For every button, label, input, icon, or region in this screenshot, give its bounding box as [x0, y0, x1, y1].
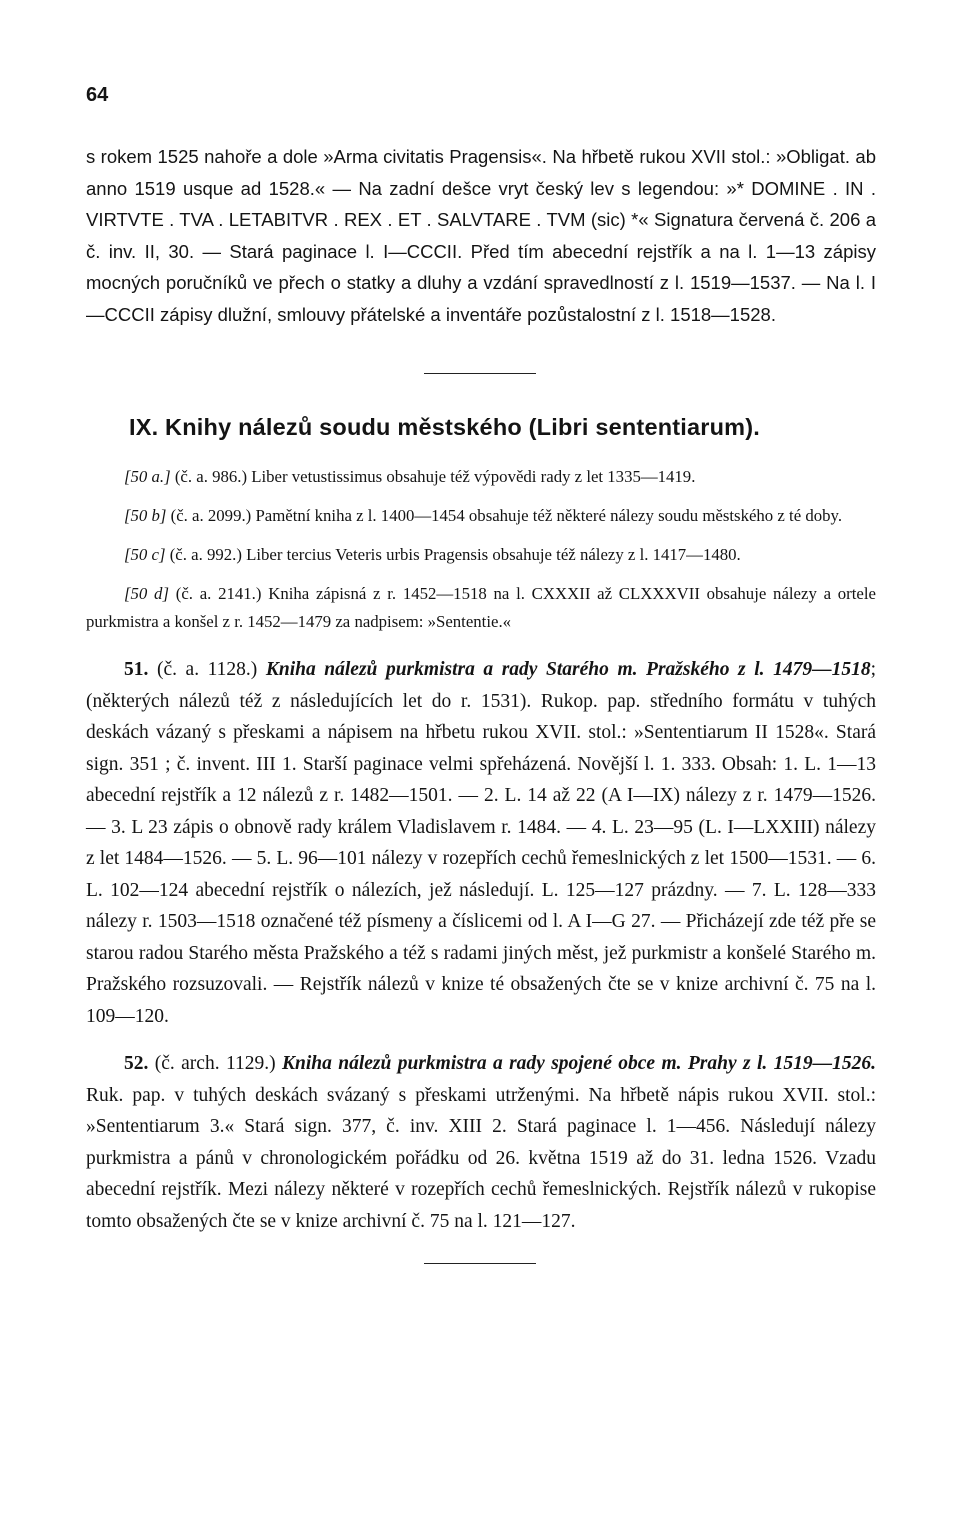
entry-50b	[86, 502, 876, 530]
entry-ref: [50 b]	[124, 506, 167, 525]
entry-text: (č. a. 2099.) Pamětní kniha z l. 1400—1454 obsahuje též některé nálezy soudu městského z té doby.	[166, 506, 843, 525]
entry-50c	[86, 541, 876, 569]
entry-title: Kniha nálezů purkmistra a rady spojené obce m. Prahy z l. 1519—1526.	[282, 1053, 877, 1074]
entry-signature: (č. arch. 1129.)	[148, 1053, 282, 1074]
entry-text: ; (některých nálezů též z následujících let do r. 1531). Rukop. pap. středního formátu v tuhých deskách vázaný s přeskami a nápisem na hřbetu rukou XVII. stol.: »Sententiarum II 1528«. Stará sign. 351 ; č. invent. III 1. Starší paginace velmi spřeházená. Novější l. 1. 333. Obsah: 1. L. 1—13 abecední rejstřík a 12 nálezů z r. 1482—1501. — 2. L. 14 až 22 (A I—IX) nálezy z r. 1479—1526. — 3. L 23 zápis o obnově rady králem Vladislavem r. 1484. — 4. L. 23—95 (L. I—LXXIII) nálezy z let 1484—1526. — 5. L. 96—101 nálezy v rozepřích cechů řemeslnických z let 1500—1531. — 6. L. 102—124 abecední rejstřík o nálezích, jež následují. L. 125—127 prázdny. — 7. L. 128—333 nálezy r. 1503—1518 označené též písmeny a číslicemi od l. A I—G 27. — Přicházejí zde též pře se starou radou Starého města Pražského a též s radami jiných měst, jež purkmistr a konšelé Starého m. Pražského rozsuzovali. — Rejstřík nálezů v knize té obsažených čte se v knize archivní č. 75 na l. 109—120.	[86, 659, 876, 1027]
entry-signature: (č. a. 1128.)	[148, 659, 266, 680]
entry-title: Kniha nálezů purkmistra a rady Starého m. Pražského z l. 1479—1518	[265, 659, 871, 680]
entries-small	[86, 463, 876, 636]
entry-51	[86, 654, 876, 1032]
entry-50d	[86, 580, 876, 636]
intro-paragraph: s rokem 1525 nahoře a dole »Arma civitatis Pragensis«. Na hřbetě rukou XVII stol.: »Obligat. ab anno 1519 usque ad 1528.« — Na zadní dešce vryt český lev s legendou: »* DOMINE . IN . VIRTVTE . TVA . LETABITVR . REX . ET . SALVTARE . TVM (sic) *« Signatura červená č. 206 a č. inv. II, 30. — Stará paginace l. I—CCCII. Před tím abecední rejstřík a na l. 1—13 zápisy mocných poručníků ve přech o statky a dluhy a vzdání spravedlností z l. 1519—1537. — Na l. I—CCCII zápisy dlužní, smlouvy přátelské a inventáře pozůstalostní z l. 1518—1528.	[86, 146, 876, 325]
entry-number: 52.	[124, 1053, 149, 1074]
entry-50a	[86, 463, 876, 491]
document-page	[86, 84, 876, 1264]
entry-ref: [50 d]	[124, 584, 169, 603]
section-heading: IX. Knihy nálezů soudu městského (Libri sententiarum).	[129, 414, 761, 440]
end-divider	[424, 1263, 536, 1264]
entry-text: (č. a. 2141.) Kniha zápisná z r. 1452—1518 na l. CXXXII až CLXXXVII obsahuje nálezy a ortele purkmistra a konšel z r. 1452—1479 za nadpisem: »Sententie.«	[86, 584, 876, 631]
entry-number: 51.	[124, 659, 149, 680]
entry-52	[86, 1048, 876, 1237]
entry-ref: [50 c]	[124, 545, 166, 564]
entry-ref: [50 a.]	[124, 467, 171, 486]
entry-text: (č. a. 986.) Liber vetustissimus obsahuje též výpovědi rady z let 1335—1419.	[170, 467, 696, 486]
page-number: 64	[86, 84, 109, 106]
entry-text: Ruk. pap. v tuhých deskách svázaný s přeskami utrženými. Na hřbetě nápis rukou XVII. stol.: »Sententiarum 3.« Stará sign. 377, č. inv. XIII 2. Stará paginace l. 1—456. Následují nálezy purkmistra a pánů v chronologickém pořádku od 26. května 1519 až do 31. ledna 1526. Vzadu abecední rejstřík. Mezi nálezy některé v rozepřích cechů řemeslnických. Rejstřík nálezů v rukopise tomto obsažených čte se v knize archivní č. 75 na l. 121—127.	[86, 1084, 876, 1232]
section-divider	[424, 373, 536, 374]
entry-text: (č. a. 992.) Liber tercius Veteris urbis Pragensis obsahuje též nálezy z l. 1417—1480.	[165, 545, 741, 564]
